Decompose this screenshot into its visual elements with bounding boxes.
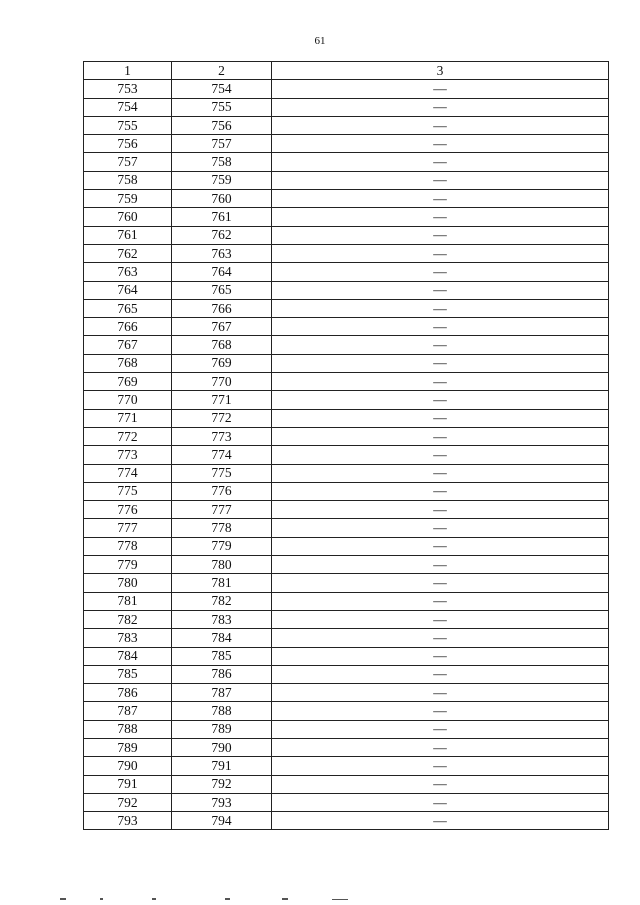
cell-col-2: 788 [172, 702, 272, 720]
cell-col-1: 757 [84, 153, 172, 171]
cell-col-3: — [272, 556, 609, 574]
table-row [84, 208, 609, 226]
table-row [84, 757, 609, 775]
cell-col-1: 787 [84, 702, 172, 720]
cell-col-1: 792 [84, 793, 172, 811]
column-header-2: 2 [172, 62, 272, 80]
table-row [84, 793, 609, 811]
cell-col-1: 781 [84, 592, 172, 610]
cell-col-1: 760 [84, 208, 172, 226]
cell-col-1: 756 [84, 135, 172, 153]
table-row [84, 501, 609, 519]
table-row [84, 556, 609, 574]
cell-col-3: — [272, 592, 609, 610]
table-row [84, 738, 609, 756]
cell-col-3: — [272, 446, 609, 464]
cell-col-3: — [272, 793, 609, 811]
cell-col-3: — [272, 427, 609, 445]
table-row [84, 482, 609, 500]
cell-col-2: 793 [172, 793, 272, 811]
cell-col-2: 784 [172, 629, 272, 647]
cell-col-3: — [272, 208, 609, 226]
cell-col-1: 770 [84, 391, 172, 409]
cell-col-1: 776 [84, 501, 172, 519]
cell-col-3: — [272, 263, 609, 281]
table-row [84, 702, 609, 720]
table-row [84, 244, 609, 262]
cell-col-3: — [272, 354, 609, 372]
cell-col-3: — [272, 647, 609, 665]
cell-col-3: — [272, 409, 609, 427]
table-row [84, 592, 609, 610]
cell-col-3: — [272, 482, 609, 500]
cell-col-2: 772 [172, 409, 272, 427]
cell-col-3: — [272, 391, 609, 409]
cell-col-3: — [272, 812, 609, 830]
cell-col-2: 785 [172, 647, 272, 665]
cell-col-3: — [272, 610, 609, 628]
cell-col-3: — [272, 281, 609, 299]
cell-col-3: — [272, 464, 609, 482]
cell-col-2: 781 [172, 574, 272, 592]
cell-col-3: — [272, 80, 609, 98]
table-row [84, 610, 609, 628]
cell-col-1: 758 [84, 171, 172, 189]
cell-col-3: — [272, 537, 609, 555]
cell-col-1: 788 [84, 720, 172, 738]
cell-col-3: — [272, 684, 609, 702]
table-row [84, 153, 609, 171]
cell-col-1: 765 [84, 299, 172, 317]
table-row [84, 336, 609, 354]
cell-col-1: 754 [84, 98, 172, 116]
cell-col-2: 758 [172, 153, 272, 171]
cell-col-2: 767 [172, 318, 272, 336]
table-row [84, 665, 609, 683]
cell-col-1: 783 [84, 629, 172, 647]
table-row [84, 446, 609, 464]
table-row [84, 299, 609, 317]
cell-col-3: — [272, 373, 609, 391]
cell-col-1: 791 [84, 775, 172, 793]
cell-col-3: — [272, 116, 609, 134]
cell-col-3: — [272, 519, 609, 537]
table-row [84, 226, 609, 244]
cell-col-2: 764 [172, 263, 272, 281]
table-row [84, 574, 609, 592]
cell-col-2: 792 [172, 775, 272, 793]
cell-col-1: 786 [84, 684, 172, 702]
table-row [84, 629, 609, 647]
cell-col-1: 779 [84, 556, 172, 574]
table-row [84, 464, 609, 482]
cell-col-3: — [272, 629, 609, 647]
table-header [84, 62, 609, 80]
cell-col-2: 755 [172, 98, 272, 116]
header-row [84, 62, 609, 80]
cell-col-1: 767 [84, 336, 172, 354]
cell-col-1: 789 [84, 738, 172, 756]
cell-col-2: 770 [172, 373, 272, 391]
table-row [84, 812, 609, 830]
cell-col-1: 773 [84, 446, 172, 464]
cell-col-1: 793 [84, 812, 172, 830]
cell-col-1: 763 [84, 263, 172, 281]
cell-col-2: 776 [172, 482, 272, 500]
cell-col-2: 754 [172, 80, 272, 98]
cell-col-2: 777 [172, 501, 272, 519]
cell-col-1: 769 [84, 373, 172, 391]
cell-col-2: 766 [172, 299, 272, 317]
cell-col-3: — [272, 757, 609, 775]
cell-col-2: 778 [172, 519, 272, 537]
table-row [84, 80, 609, 98]
table-row [84, 409, 609, 427]
cell-col-2: 789 [172, 720, 272, 738]
cell-col-3: — [272, 702, 609, 720]
cell-col-2: 762 [172, 226, 272, 244]
cell-col-1: 764 [84, 281, 172, 299]
cell-col-2: 763 [172, 244, 272, 262]
cell-col-3: — [272, 574, 609, 592]
cell-col-2: 765 [172, 281, 272, 299]
cell-col-3: — [272, 318, 609, 336]
page-number: 61 [314, 35, 326, 47]
cell-col-1: 759 [84, 190, 172, 208]
cell-col-2: 769 [172, 354, 272, 372]
cell-col-2: 786 [172, 665, 272, 683]
cell-col-1: 780 [84, 574, 172, 592]
cell-col-2: 790 [172, 738, 272, 756]
table-row [84, 647, 609, 665]
cell-col-2: 773 [172, 427, 272, 445]
cell-col-2: 774 [172, 446, 272, 464]
cell-col-2: 787 [172, 684, 272, 702]
footer-scan-marks [60, 898, 360, 902]
cell-col-1: 777 [84, 519, 172, 537]
table-row [84, 190, 609, 208]
cell-col-3: — [272, 98, 609, 116]
table-row [84, 373, 609, 391]
cell-col-2: 771 [172, 391, 272, 409]
cell-col-3: — [272, 775, 609, 793]
cell-col-2: 761 [172, 208, 272, 226]
cell-col-3: — [272, 299, 609, 317]
cell-col-3: — [272, 226, 609, 244]
cell-col-2: 759 [172, 171, 272, 189]
cell-col-2: 783 [172, 610, 272, 628]
table-row [84, 537, 609, 555]
cell-col-2: 791 [172, 757, 272, 775]
table-row [84, 281, 609, 299]
cell-col-3: — [272, 153, 609, 171]
cell-col-1: 774 [84, 464, 172, 482]
cell-col-2: 794 [172, 812, 272, 830]
cell-col-2: 775 [172, 464, 272, 482]
table-row [84, 519, 609, 537]
cell-col-3: — [272, 171, 609, 189]
table-row [84, 775, 609, 793]
cell-col-3: — [272, 190, 609, 208]
cell-col-3: — [272, 738, 609, 756]
column-header-1: 1 [84, 62, 172, 80]
cell-col-1: 753 [84, 80, 172, 98]
cell-col-3: — [272, 501, 609, 519]
cell-col-1: 772 [84, 427, 172, 445]
cell-col-3: — [272, 720, 609, 738]
cell-col-1: 771 [84, 409, 172, 427]
cell-col-1: 778 [84, 537, 172, 555]
table-row [84, 171, 609, 189]
table-row [84, 391, 609, 409]
cell-col-1: 755 [84, 116, 172, 134]
table-row [84, 116, 609, 134]
cell-col-1: 775 [84, 482, 172, 500]
cell-col-1: 762 [84, 244, 172, 262]
table-row [84, 98, 609, 116]
cell-col-2: 782 [172, 592, 272, 610]
data-table [83, 61, 609, 830]
cell-col-3: — [272, 336, 609, 354]
cell-col-2: 780 [172, 556, 272, 574]
cell-col-1: 766 [84, 318, 172, 336]
table-row [84, 263, 609, 281]
cell-col-1: 785 [84, 665, 172, 683]
table-row [84, 684, 609, 702]
table-row [84, 720, 609, 738]
cell-col-1: 768 [84, 354, 172, 372]
cell-col-1: 790 [84, 757, 172, 775]
table-row [84, 135, 609, 153]
table-body [84, 80, 609, 830]
cell-col-1: 784 [84, 647, 172, 665]
cell-col-2: 757 [172, 135, 272, 153]
cell-col-3: — [272, 135, 609, 153]
table-row [84, 354, 609, 372]
table-row [84, 318, 609, 336]
cell-col-3: — [272, 244, 609, 262]
table-row [84, 427, 609, 445]
cell-col-2: 756 [172, 116, 272, 134]
cell-col-2: 760 [172, 190, 272, 208]
cell-col-1: 782 [84, 610, 172, 628]
cell-col-1: 761 [84, 226, 172, 244]
column-header-3: 3 [272, 62, 609, 80]
cell-col-3: — [272, 665, 609, 683]
cell-col-2: 768 [172, 336, 272, 354]
cell-col-2: 779 [172, 537, 272, 555]
